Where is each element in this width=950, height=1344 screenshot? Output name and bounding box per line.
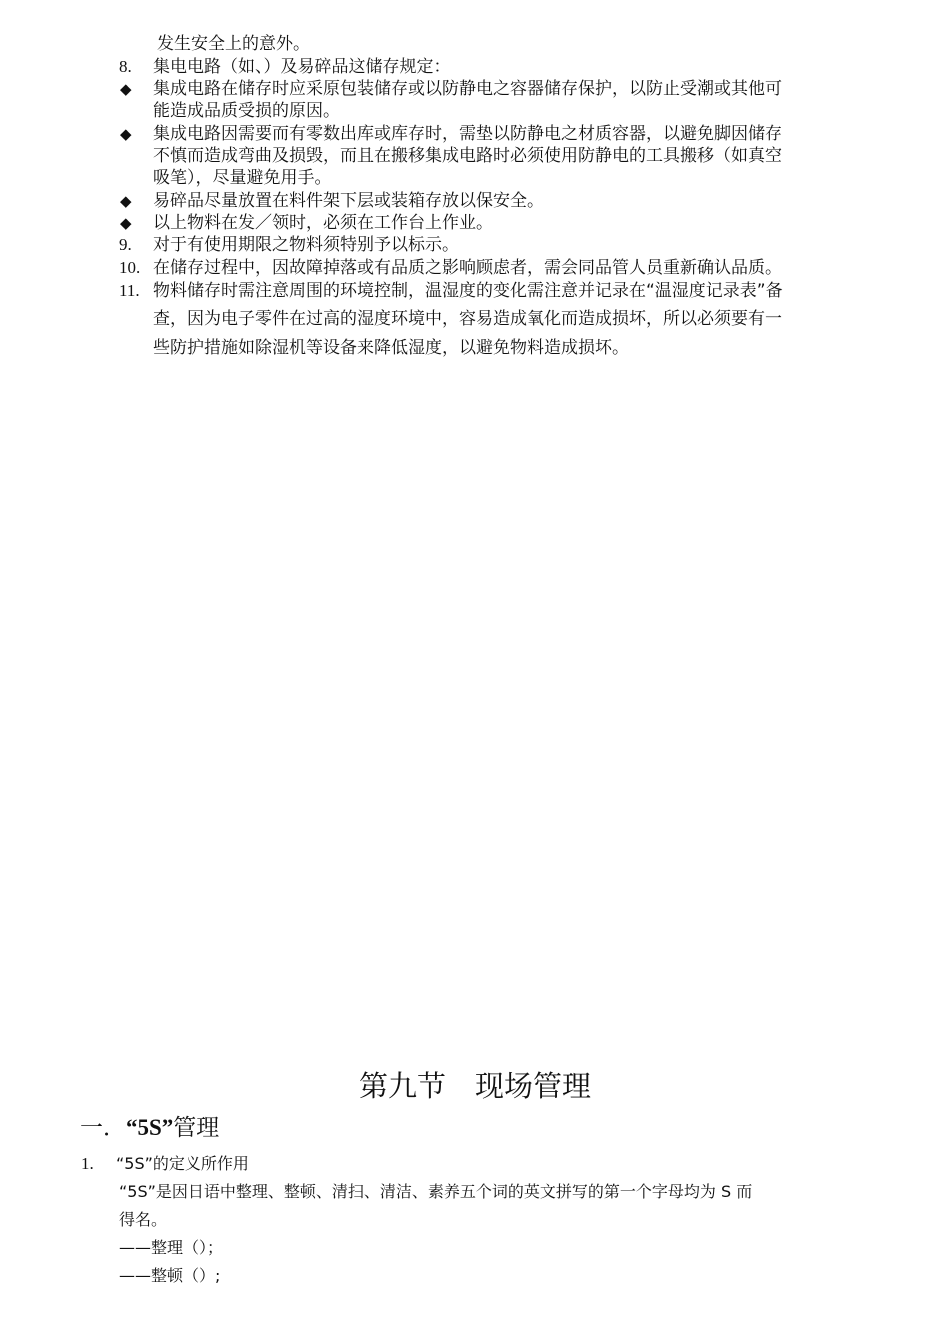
bullet-diamond-icon: ◆ xyxy=(120,80,132,98)
item-10-text: 在储存过程中，因故障掉落或有品质之影响顾虑者，需会同品管人员重新确认品质。 xyxy=(153,258,782,278)
item-11-line-1: 物料储存时需注意周围的环境控制，温湿度的变化需注意并记录在“温湿度记录表”备 xyxy=(153,281,783,301)
bullet-2-line-2: 不慎而造成弯曲及损毁，而且在搬移集成电路时必须使用防静电的工具搬移（如真空 xyxy=(153,146,782,166)
item-11-line-2: 查，因为电子零件在过高的湿度环境中，容易造成氧化而造成损坏，所以必须要有一 xyxy=(153,309,782,329)
bullet-2-line-1: 集成电路因需要而有零数出库或库存时，需垫以防静电之材质容器，以避免脚因储存 xyxy=(153,124,782,144)
bullet-1-line-2: 能造成品质受损的原因。 xyxy=(153,101,340,121)
item-8-number: 8. xyxy=(119,57,132,76)
bullet-1-line-1: 集成电路在储存时应采原包装储存或以防静电之容器储存保护，以防止受潮或其他可 xyxy=(153,79,782,99)
bullet-2-line-3: 吸笔），尽量避免用手。 xyxy=(153,168,332,188)
subsection-heading xyxy=(80,1112,219,1144)
item-11-line-3: 些防护措施如除湿机等设备来降低湿度，以避免物料造成损坏。 xyxy=(153,338,629,358)
item-10-number: 10. xyxy=(119,258,141,277)
item-8-text: 集电电路（如、）及易碎品这储存规定： xyxy=(153,57,451,77)
paragraph-line-2: 得名。 xyxy=(119,1210,168,1229)
paragraph-line-1: “5S”是因日语中整理、整顿、清扫、清洁、素养五个词的英文拼写的第一个字母均为 S 而 xyxy=(119,1182,753,1201)
bullet-4-line-1: 以上物料在发／领时，必须在工作台上作业。 xyxy=(153,213,493,233)
continuation-text: 发生安全上的意外。 xyxy=(157,34,310,54)
item-9-number: 9. xyxy=(119,235,132,254)
bullet-diamond-icon: ◆ xyxy=(120,214,132,232)
section-title: 第九节 现场管理 xyxy=(358,1069,591,1103)
item-11-number: 11. xyxy=(119,281,140,300)
item-9-text: 对于有使用期限之物料须特别予以标示。 xyxy=(153,235,459,255)
dash-item-2: ——整顿（）; xyxy=(119,1266,221,1285)
bullet-diamond-icon: ◆ xyxy=(120,192,132,210)
bullet-3-line-1: 易碎品尽量放置在料件架下层或装箱存放以保安全。 xyxy=(153,191,544,211)
heading-prefix: 一． xyxy=(80,1115,126,1141)
item-1-number: 1. xyxy=(81,1154,94,1173)
heading-bold: “5S” xyxy=(126,1115,174,1140)
item-1-text: “5S”的定义所作用 xyxy=(116,1154,249,1173)
dash-item-1: ——整理（）； xyxy=(119,1238,224,1257)
heading-suffix: 管理 xyxy=(173,1115,220,1141)
bullet-diamond-icon: ◆ xyxy=(120,125,132,143)
